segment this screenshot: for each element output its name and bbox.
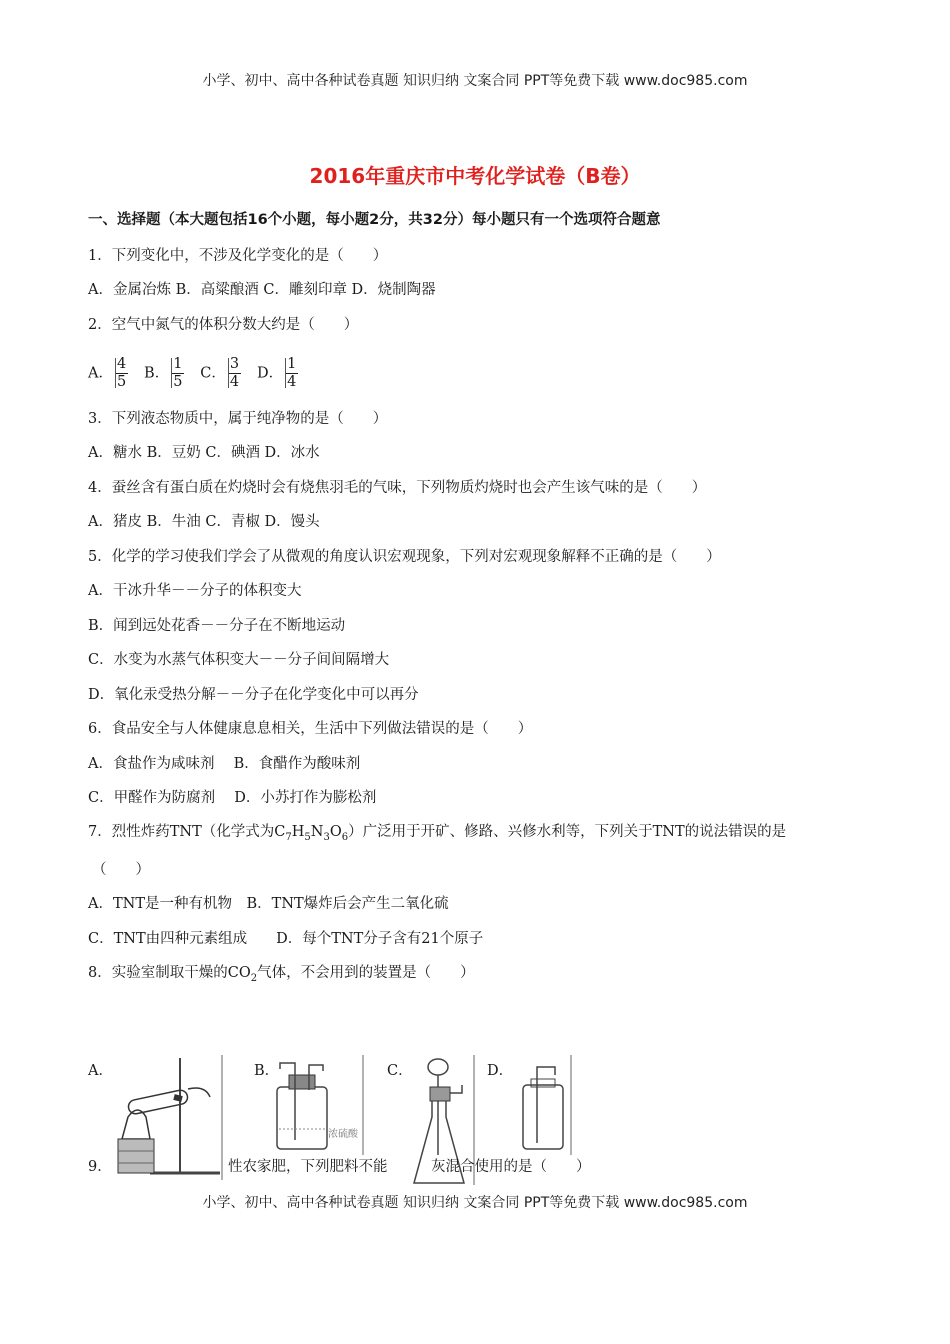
apparatus-c-label: C． <box>387 1063 413 1079</box>
fraction-a-den: 5 <box>116 374 127 390</box>
apparatus-d-collecting-bottle <box>515 1055 575 1155</box>
question-5-option-d: D．氧化汞受热分解－－分子在化学变化中可以再分 <box>88 687 419 703</box>
question-7-bracket: （ ） <box>92 862 150 878</box>
question-6: 6．食品安全与人体健康息息相关，生活中下列做法错误的是（ ） <box>88 721 533 737</box>
apparatus-b-washing-bottle <box>265 1055 365 1155</box>
question-8 <box>88 961 475 984</box>
q7-h: H <box>291 824 305 840</box>
fraction-c-den: 4 <box>229 374 240 390</box>
apparatus-a-label: A． <box>88 1063 113 1079</box>
section-heading: 一、选择题（本大题包括16个小题，每小题2分，共32分）每小题只有一个选项符合题意 <box>88 212 661 228</box>
q7-sub-o: 6 <box>341 831 349 843</box>
apparatus-d-label: D． <box>487 1063 514 1079</box>
question-3-options: A．糖水 B．豆奶 C．碘酒 D．冰水 <box>88 445 320 461</box>
question-5-option-a: A．干冰升华－－分子的体积变大 <box>88 583 302 599</box>
q8-sub: 2 <box>250 972 258 984</box>
fraction-c-num: 3 <box>229 356 240 372</box>
question-6-options-ab: A．食盐作为咸味剂 B．食醋作为酸味剂 <box>88 756 361 772</box>
question-5-option-c: C．水变为水蒸气体积变大－－分子间间隔增大 <box>88 652 390 668</box>
apparatus-b-note: 浓硫酸 <box>328 1129 358 1140</box>
q7-n: N <box>310 824 324 840</box>
question-7-options-ab: A．TNT是一种有机物 B．TNT爆炸后会产生二氧化硫 <box>88 896 449 912</box>
fraction-b-num: 1 <box>173 356 183 372</box>
option-a-label: A． <box>88 365 113 382</box>
question-7-options-cd: C．TNT由四种元素组成 D．每个TNT分子含有21个原子 <box>88 931 484 947</box>
page-title: 2016年重庆市中考化学试卷（B卷） <box>309 164 641 188</box>
q7-o: O <box>329 824 342 840</box>
question-1: 1．下列变化中，不涉及化学变化的是（ ） <box>88 248 388 264</box>
q7-text-post: ）广泛用于开矿、修路、兴修水利等，下列关于TNT的说法错误的是 <box>348 824 787 840</box>
option-d-label: D． <box>256 365 284 382</box>
fraction-b <box>171 356 184 391</box>
fraction-d-num: 1 <box>287 356 297 372</box>
q8-text-post: 气体，不会用到的装置是（ ） <box>257 965 475 981</box>
q8-text-pre: 8．实验室制取干燥的CO <box>88 965 251 981</box>
question-5-option-b: B．闻到远处花香－－分子在不断地运动 <box>88 618 346 634</box>
question-9-number: 9． <box>88 1159 112 1175</box>
question-2: 2．空气中氮气的体积分数大约是（ ） <box>88 317 359 333</box>
fraction-d-den: 4 <box>287 374 297 390</box>
fraction-c <box>228 356 241 391</box>
fraction-a <box>115 356 128 391</box>
question-7 <box>88 820 786 843</box>
page-footer: 小学、初中、高中各种试卷真题 知识归纳 文案合同 PPT等免费下载 www.doc985.com <box>202 1195 748 1211</box>
apparatus-a-heating-setup <box>110 1055 225 1180</box>
page-header: 小学、初中、高中各种试卷真题 知识归纳 文案合同 PPT等免费下载 www.doc985.com <box>202 73 748 89</box>
q7-sub-n: 3 <box>323 831 330 843</box>
q7-sub-c: 7 <box>285 831 292 843</box>
fraction-a-num: 4 <box>116 356 127 372</box>
q7-text-pre: 7．烈性炸药TNT（化学式为C <box>88 824 286 840</box>
q7-sub-h: 5 <box>304 831 311 843</box>
option-b-label: B． <box>144 365 170 382</box>
option-c-label: C． <box>200 365 226 382</box>
question-1-options: A．金属冶炼 B．高粱酿酒 C．雕刻印章 D．烧制陶器 <box>88 282 436 298</box>
question-6-options-cd: C．甲醛作为防腐剂 D．小苏打作为膨松剂 <box>88 790 377 806</box>
question-5: 5．化学的学习使我们学会了从微观的角度认识宏观现象，下列对宏观现象解释不正确的是（ ） <box>88 549 721 565</box>
question-3: 3．下列液态物质中，属于纯净物的是（ ） <box>88 411 388 427</box>
question-4-options: A．猪皮 B．牛油 C．青椒 D．馒头 <box>88 514 320 530</box>
fraction-b-den: 5 <box>173 374 183 390</box>
apparatus-b-label: B． <box>254 1063 280 1079</box>
question-4: 4．蚕丝含有蛋白质在灼烧时会有烧焦羽毛的气味，下列物质灼烧时也会产生该气味的是（ ） <box>88 480 707 496</box>
fraction-d <box>285 356 298 391</box>
question-2-options <box>88 356 300 391</box>
question-9-text: 性农家肥，下列肥料不能 灰混合使用的是（ ） <box>228 1159 591 1175</box>
